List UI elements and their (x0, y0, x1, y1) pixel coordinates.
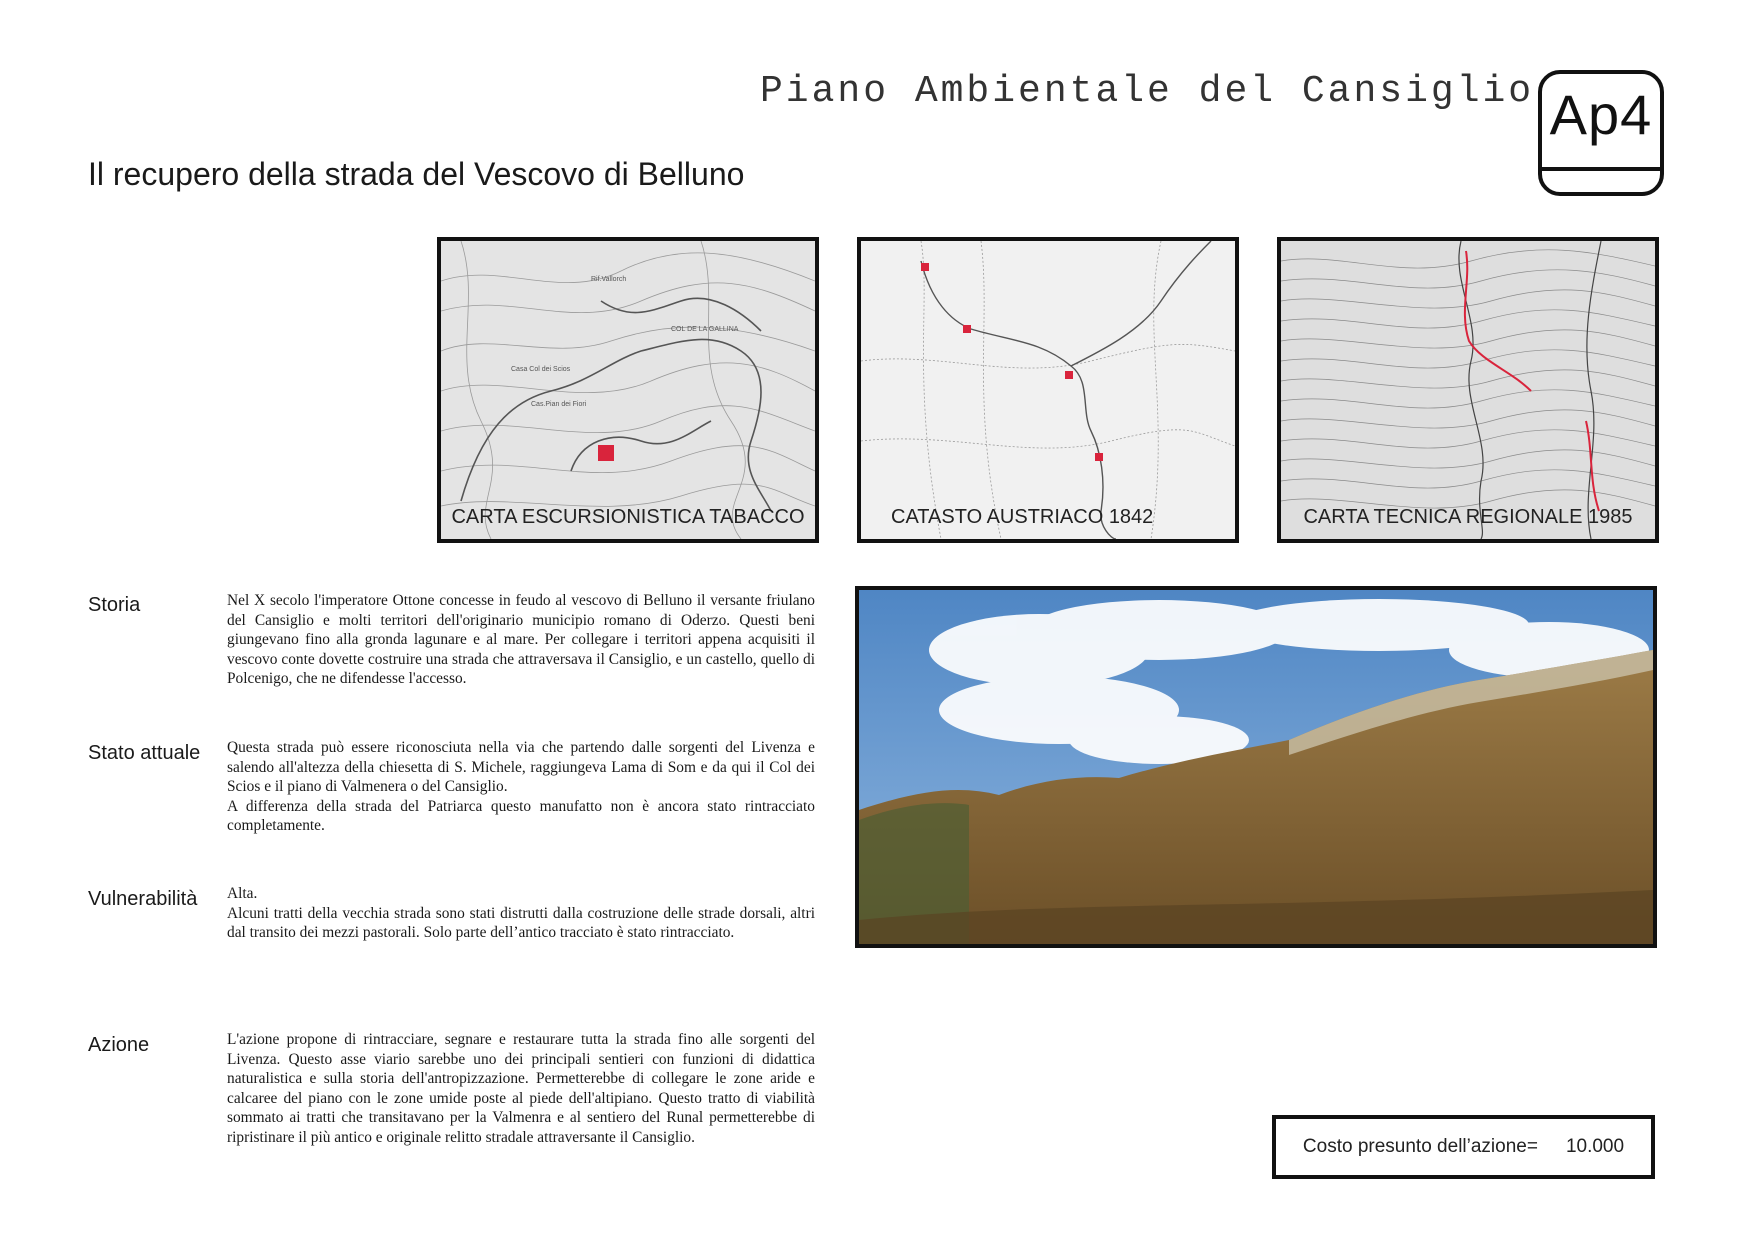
landscape-photo (855, 586, 1657, 948)
map-ctr (1277, 237, 1659, 543)
section-text-storia (227, 591, 815, 689)
map-tabacco-image (441, 241, 815, 539)
document-header-title: Piano Ambientale del Cansiglio (760, 70, 1535, 113)
azione-paragraph: L'azione propone di rintracciare, segnare e restaurare tutta la strada fino alle sorgenti del Livenza. Questo asse viario sarebbe uno dei principali sentieri con funzioni di didattica naturalistica e sulla storia dell'antropizzazione. Permetterebbe di collegare le zone aride e calcaree del piano con le zone umide poste al piede dell'altipiano. Questo tratto di viabilità sommato ai tratti che transitavano per la Valmenra e al sentiero del Runal permetterebbe di ripristinare il più antico e originale relitto stradale attraversante il Cansiglio. (227, 1031, 815, 1146)
map-tabacco (437, 237, 819, 543)
svg-text:Cas.Pian dei Fiori: Cas.Pian dei Fiori (531, 401, 587, 408)
mountain-landscape-image (859, 590, 1653, 944)
vulnerabilita-paragraph: Alta. (227, 885, 258, 902)
section-text-azione (227, 1030, 815, 1148)
map-catasto-austriaco (857, 237, 1239, 543)
svg-text:Casa Col dei Scios: Casa Col dei Scios (511, 366, 571, 373)
map-catasto-image (861, 241, 1235, 539)
map-catasto-caption: CATASTO AUSTRIACO 1842 (891, 506, 1154, 528)
map-ctr-caption: CARTA TECNICA REGIONALE 1985 (1303, 506, 1633, 528)
map-ctr-image (1281, 241, 1655, 539)
section-label-azione: Azione (88, 1034, 150, 1056)
map-tabacco-caption: CARTA ESCURSIONISTICA TABACCO (451, 506, 805, 528)
section-text-vulnerabilita (227, 884, 815, 943)
svg-text:COL DE LA GALLINA: COL DE LA GALLINA (671, 326, 739, 333)
cost-value: 10.000 (1565, 1136, 1625, 1157)
stato-attuale-paragraph: A differenza della strada del Patriarca questo manufatto non è ancora stato rintracciato completamente. (227, 797, 815, 835)
storia-paragraph: Nel X secolo l'imperatore Ottone concesse in feudo al vescovo di Belluno il versante friulano del Cansiglio e molti territori dell'originario municipio romano di Oderzo. Questi beni giungevano fino alla gronda lagunare e al mare. Per collegare i territori appena acquisiti il vescovo conte dovette costruire una strada che attraversava il Cansiglio, e un castello, quello di Polcenigo, che ne difendesse l'accesso. (227, 592, 815, 688)
section-label-vulnerabilita: Vulnerabilità (88, 888, 198, 910)
cost-label: Costo presunto dell’azione= (1302, 1136, 1538, 1157)
sheet-code: Ap4 (1549, 83, 1653, 146)
cost-box (1272, 1115, 1655, 1179)
section-label-stato-attuale: Stato attuale (88, 742, 201, 764)
section-label-storia: Storia (88, 594, 141, 616)
page-title: Il recupero della strada del Vescovo di Belluno (88, 156, 745, 192)
sheet-code-box (1538, 70, 1664, 196)
vulnerabilita-paragraph: Alcuni tratti della vecchia strada sono stati distrutti dalla costruzione delle strade dorsali, altri dal transito dei mezzi pastorali. Solo parte dell’antico tracciato è stato rintracciato. (227, 904, 815, 942)
svg-text:Rif.Vallorch: Rif.Vallorch (591, 276, 627, 283)
section-text-stato-attuale (227, 738, 815, 836)
stato-attuale-paragraph: Questa strada può essere riconosciuta nella via che partendo dalle sorgenti del Livenza e salendo all'altezza della chiesetta di S. Michele, raggiungeva Lama di Som e da qui il Col dei Scios e il piano di Valmenera o del Cansiglio. (227, 739, 815, 796)
sheet-code-divider (1542, 167, 1660, 171)
